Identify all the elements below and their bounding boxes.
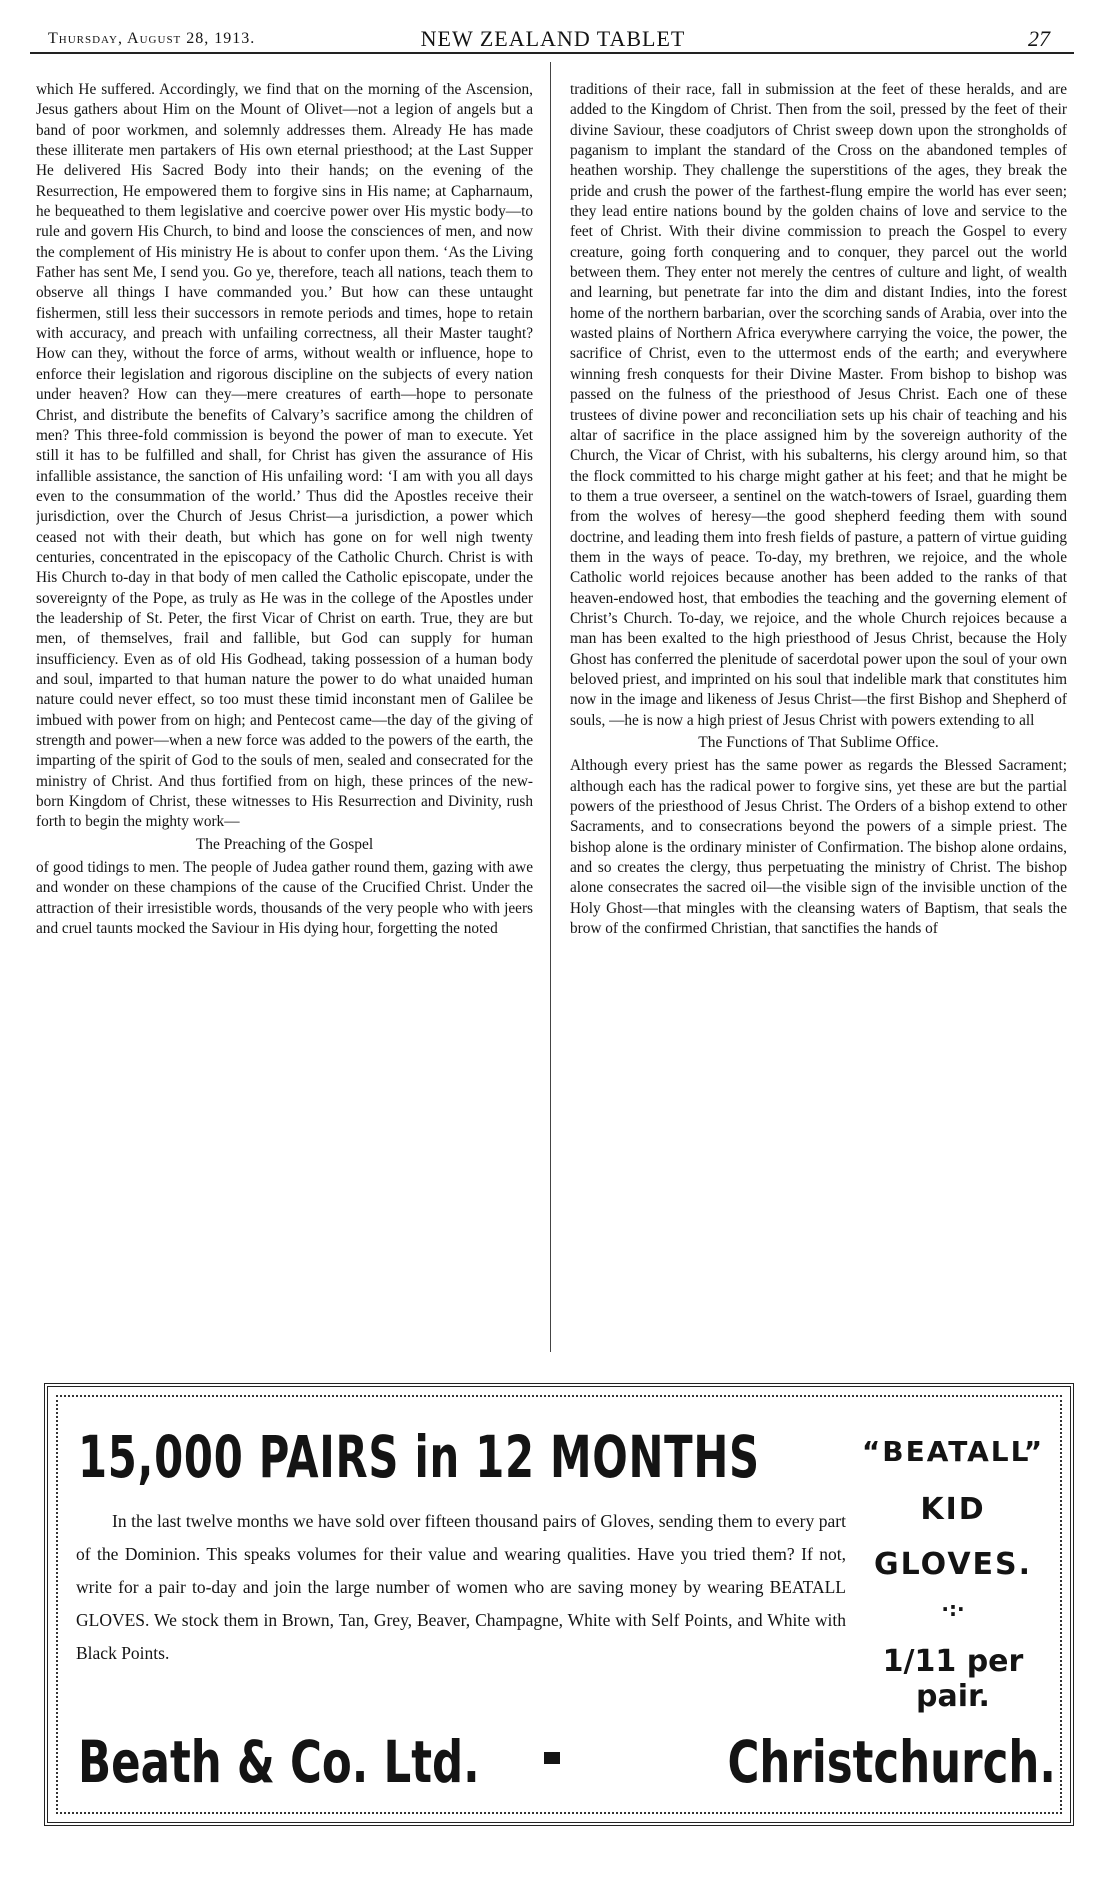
issue-date: Thursday, August 28, 1913. (48, 30, 256, 47)
footer-dash (544, 1752, 560, 1764)
masthead (48, 26, 1058, 50)
ad-footer (78, 1728, 1056, 1794)
brand-name: “BEATALL” (861, 1435, 1045, 1468)
ornament-dots: ·:· (941, 1597, 965, 1621)
page-number: 27 (1028, 26, 1050, 51)
newspaper-title: NEW ZEALAND TABLET (420, 26, 686, 51)
price: 1/11 per pair. (882, 1644, 1024, 1714)
masthead-rule (30, 52, 1074, 54)
ad-body-text: In the last twelve months we have sold over fifteen thousand pairs of Gloves, sending them to every part of the Dominion. This speaks volumes for their value and wearing qualities. Have you tried them? If not, write for a pair to-day and join the large number of women who are saving money by wearing BEATALL GLOVES. We stock them in Brown, Tan, Grey, Beaver, Champagne, White with Self Points, and White with Black Points. (76, 1511, 846, 1663)
beatall-gloves-advertisement (44, 1383, 1074, 1826)
product-kid: KID (920, 1492, 986, 1527)
article-column-left (36, 80, 533, 1350)
ad-side-panel (848, 1435, 1058, 1714)
ad-body (76, 1505, 846, 1670)
article-paragraph: traditions of their race, fall in submission at the feet of these heralds, and are added to the Kingdom of Christ. Then from the soil, pressed by the feet of their divine Saviour, these coadjutors of Christ sweep down upon the strongholds of paganism to implant the standard of the Cross on the abandoned temples of heathen worship. They challenge the superstitions of the ages, they break the pride and crush the power of the farthest-flung empire the world has ever seen; they lead entire nations bound by the golden chains of love and service to the feet of Christ. With their divine commission to preach the Gospel to every creature, going forth conquering and to conquer, they parcel out the world between them. They enter not merely the centres of culture and light, of wealth and learning, but penetrate far into the dim and distant Indies, into the forest home of the northern barbarian, over the scorching sands of Arabia, over into the wasted plains of Northern Africa everywhere carrying the voice, the power, the sacrifice of Christ, even to the uttermost ends of the earth; and everywhere winning fresh conquests for their Divine Master. From bishop to bishop was passed on the fulness of the priesthood of Jesus Christ. Each one of these trustees of divine power and reconciliation sets up his chair of teaching and his altar of sacrifice in the place assigned him by the sovereign authority of the Church, the Vicar of Christ, with his subalterns, his clergy around him, so that the flock committed to his charge might gather at his feet; and that he might be to them a true overseer, a sentinel on the watch-towers of Israel, guarding them from the wolves of heresy—the good shepherd feeding them with sound doctrine, and leading them into fresh fields of pasture, a pattern of virtue guiding them in the ways of peace. To-day, my brethren, we rejoice, and the whole Catholic world rejoices because another has been added to the ranks of that heaven-endowed host, that embodies the teaching and the governing element of Christ’s Church. To-day, we rejoice, and the whole Church rejoices because a man has been exalted to the high priesthood of Jesus Christ, because the Holy Ghost has conferred the plenitude of sacerdotal power upon the soul of your own beloved priest, and imprinted on his soul that indelible mark that constitutes him now in the image and likeness of Jesus Christ—the first Bishop and Shepherd of souls, —he is now a high priest of Jesus Christ with powers extending to all (570, 81, 1067, 729)
ad-headline: 15,000 PAIRS in 12 MONTHS (78, 1423, 760, 1491)
firm-name: Beath & Co. Ltd. (78, 1728, 480, 1796)
firm-city: Christchurch. (727, 1728, 1056, 1796)
article-paragraph: of good tidings to men. The people of Judea gather round them, gazing with awe and wonder on these champions of the cause of the Crucified Christ. Under the attraction of their irresistible words, thousands of the very people who with jeers and cruel taunts mocked the Saviour in His dying hour, forgetting the noted (36, 859, 533, 938)
section-subhead: The Preaching of the Gospel (195, 835, 374, 853)
article-paragraph: Although every priest has the same power as regards the Blessed Sacrament; although each has the radical power to forgive sins, yet these are but the partial powers of the priesthood of Jesus Christ. The Orders of a bishop extend to other Sacraments, and to consecrations beyond the powers of a simple priest. The bishop alone is the ordinary minister of Confirmation. The bishop alone ordains, and so creates the clergy, thus perpetuating the ministry of Christ. The bishop alone consecrates the sacred oil—the visible sign of the invisible unction of the Holy Ghost—that mingles with the cleansing waters of Baptism, that seals the brow of the confirmed Christian, that sanctifies the hands of (570, 757, 1067, 938)
article-paragraph: which He suffered. Accordingly, we find that on the morning of the Ascension, Jesus gathers about Him on the Mount of Olivet—not a legion of angels but a band of poor workmen, and solemnly addresses them. Already He has made these illiterate men partakers of His own eternal priesthood; at the Last Supper He delivered His Sacred Body into their hands; on the evening of the Resurrection, He empowered them to forgive sins in His name; at Capharnaum, he bequeathed to them legislative and coercive power over His mystic body—to rule and govern His Church, to bind and loose the consciences of men, and now the complement of His ministry He is about to confer upon them. ‘As the Living Father has sent Me, I send you. Go ye, therefore, teach all nations, teach them to observe all things I have commanded you.’ But how can these untaught fishermen, still less their successors in remote periods and times, hope to retain with accuracy, and preach with unfailing correctness, all their Master taught? How can they, without the force of arms, without wealth or influence, hope to enforce their legislation and rigorous discipline on the subjects of every nation under heaven? How can they—mere creatures of earth—hope to personate Christ, and distribute the benefits of Calvary’s sacrifice among the children of men? This three-fold commission is beyond the power of man to execute. Yet still it has to be fulfilled and shall, for Christ has given the assurance of His infallible assistance, the sanction of His unfailing word: ‘I am with you all days even to the consummation of the world.’ Thus did the Apostles receive their jurisdiction, over the Church of Jesus Christ—a jurisdiction, a power which ceased not with their death, but which has gone on for well nigh twenty centuries, concentrated in the episcopacy of the Catholic Church. Christ is with His Church to-day in that body of men called the Catholic episcopate, under the sovereignty of the Pope, as truly as He was in the college of the Apostles under the leadership of St. Peter, the first Vicar of Christ on earth. True, they are but men, of themselves, frail and fallible, but God can supply for human insufficiency. Even as of old His Godhead, taking possession of a human body and soul, imparted to that human nature the power to do what unaided human nature could never effect, so too must these timid inconstant men of Galilee be imbued with power from on high; and Pentecost came—the day of the giving of strength and power—when a new force was added to the powers of the earth, the imparting of the spirit of God to the souls of men, sealed and consecrated for the ministry of Christ. And thus fortified from on high, these princes of the new-born Kingdom of Christ, these witnesses to His Resurrection and Divinity, rush forth to begin the mighty work— (36, 81, 533, 831)
section-subhead: The Functions of That Sublime Office. (698, 734, 939, 751)
column-divider (550, 62, 551, 1352)
product-gloves: GLOVES. (873, 1547, 1033, 1582)
article-column-right (570, 80, 1067, 1350)
